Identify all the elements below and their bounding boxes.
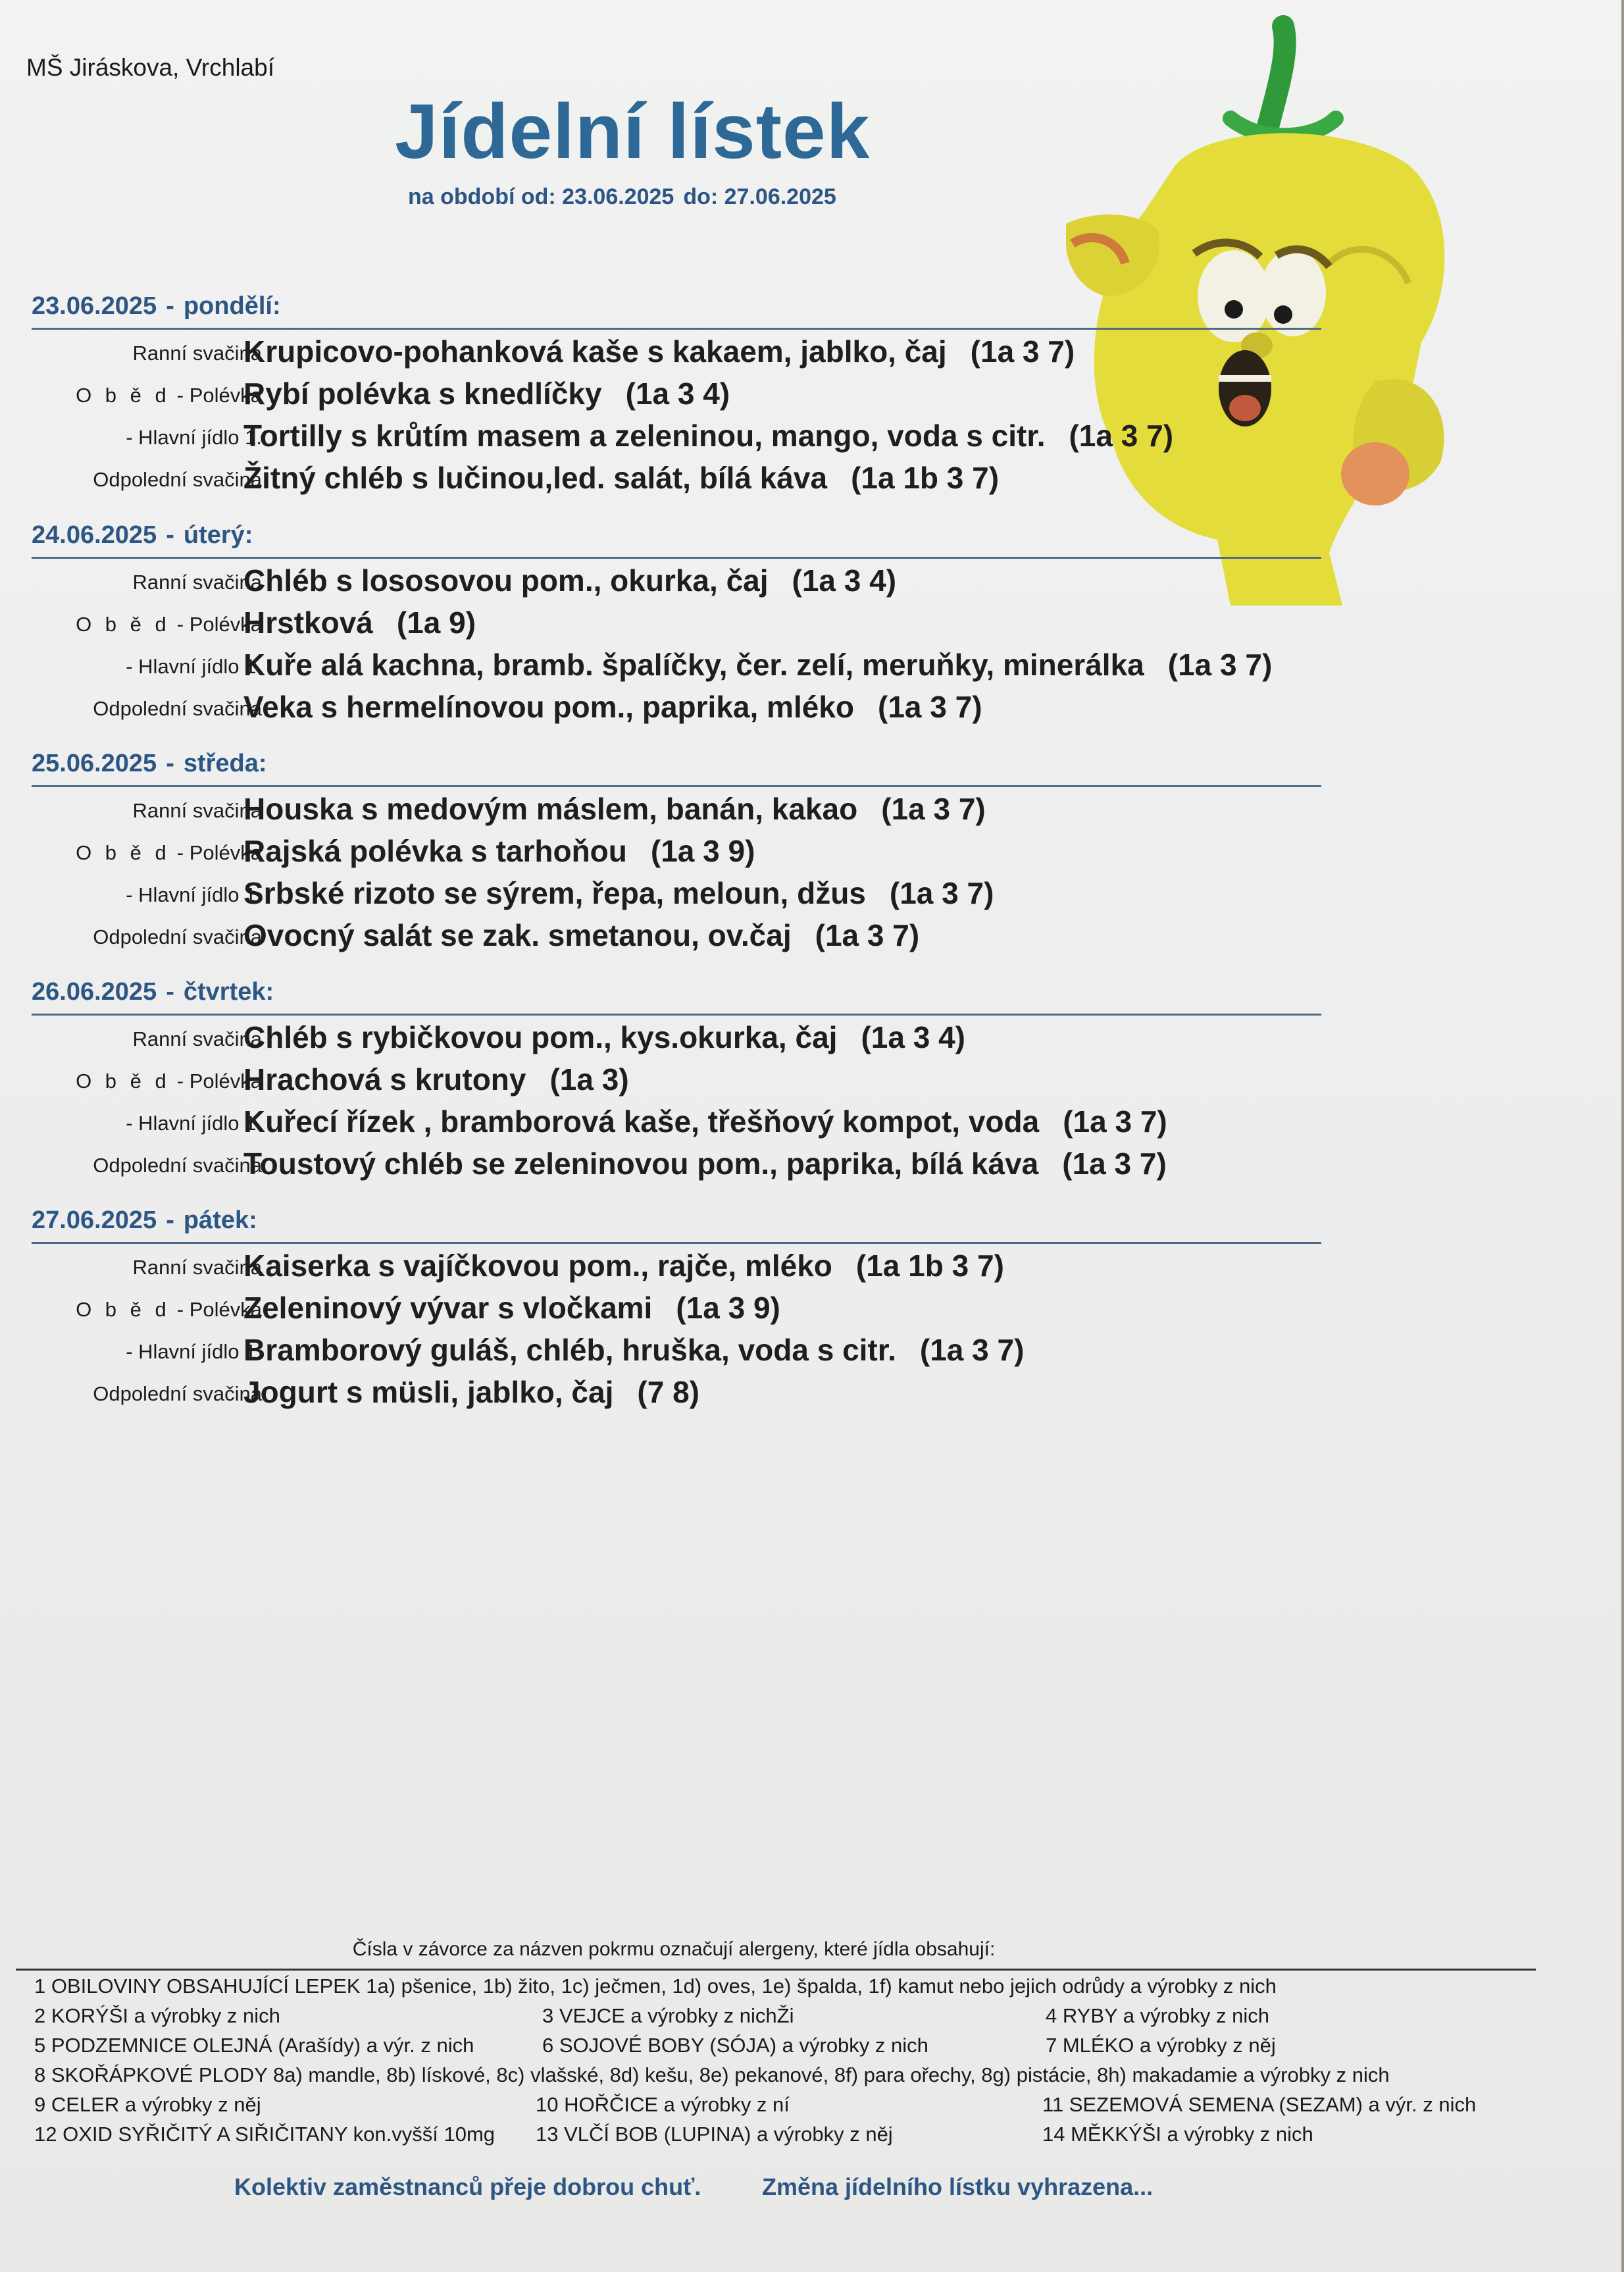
day-name: úterý: [183, 521, 253, 549]
meal-text [243, 563, 896, 598]
dish: Toustový chléb se zeleninovou pom., paprika, bílá káva [243, 1147, 1039, 1181]
dish: Žitný chléb s lučinou,led. salát, bílá káva [243, 461, 828, 495]
day-name: středa: [183, 750, 267, 777]
day-header [32, 975, 1321, 1016]
day-name: pondělí: [183, 292, 281, 320]
day-dash: - [166, 750, 174, 777]
allergen-item: 11 SEZEMOVÁ SEMENA (SEZAM) a výr. z nich [1042, 2093, 1477, 2116]
meal-label: Ranní svačina [132, 1256, 262, 1279]
meal-label: Ranní svačina [132, 571, 262, 594]
allergen-codes: (1a 3 9) [650, 834, 755, 868]
meal-text [243, 1104, 1167, 1139]
allergen-codes: (1a 3 4) [861, 1020, 965, 1054]
dish: Kaiserka s vajíčkovou pom., rajče, mléko [243, 1249, 832, 1283]
meal-row-morning-snack [32, 787, 1321, 829]
menu-period [408, 184, 846, 210]
meal-row-afternoon-snack [32, 1142, 1321, 1184]
allergen-item: 14 MĚKKÝŠI a výrobky z nich [1042, 2123, 1313, 2146]
day-date: 24.06.2025 [32, 521, 157, 549]
dish: Rybí polévka s knedlíčky [243, 376, 602, 411]
meal-label [76, 613, 262, 636]
day-date: 25.06.2025 [32, 750, 157, 777]
meal-label: Ranní svačina [132, 342, 262, 365]
meal-label: Odpolední svačina [93, 1154, 262, 1177]
meal-text [243, 1062, 629, 1097]
meal-text [243, 917, 919, 953]
meal-text [243, 334, 1075, 369]
dish: Chléb s rybičkovou pom., kys.okurka, čaj [243, 1020, 838, 1054]
footer-note: Změna jídelního lístku vyhrazena... [762, 2173, 1154, 2200]
lunch-label: O b ě d [76, 1298, 170, 1321]
allergen-intro: Čísla v závorce za názven pokrmu označují alergeny, které jídla obsahují: [352, 1938, 996, 1960]
meal-row-soup [32, 601, 1321, 643]
dish: Zeleninový vývar s vločkami [243, 1291, 653, 1325]
meal-row-main [32, 643, 1321, 685]
day-wednesday [32, 747, 1321, 956]
lunch-label: O b ě d [76, 1070, 170, 1093]
allergen-codes: (1a 1b 3 7) [851, 461, 1000, 495]
meal-row-morning-snack [32, 1244, 1321, 1286]
allergen-codes: (1a 3 7) [815, 918, 920, 952]
meal-text [243, 1290, 780, 1326]
allergen-codes: (1a 3 7) [1062, 1147, 1167, 1181]
meal-row-main [32, 871, 1321, 914]
allergen-codes: (1a 3 7) [1167, 648, 1273, 682]
allergen-codes: (1a 3 7) [919, 1333, 1025, 1367]
meal-label: - Hlavní jídlo 1. [126, 426, 262, 449]
dish: Ovocný salát se zak. smetanou, ov.čaj [243, 918, 792, 952]
dish: Chléb s lososovou pom., okurka, čaj [243, 563, 769, 598]
meal-row-afternoon-snack [32, 914, 1321, 956]
allergen-codes: (1a 3 7) [889, 876, 994, 910]
lunch-label: O b ě d [76, 384, 170, 407]
meal-text [243, 1332, 1024, 1368]
soup-label: - Polévka [176, 1298, 262, 1321]
meal-text [243, 1248, 1004, 1283]
allergen-legend [16, 1938, 1536, 2148]
meal-row-main [32, 1328, 1321, 1370]
meal-label: Odpolední svačina [93, 697, 262, 720]
allergen-item: 7 MLÉKO a výrobky z něj [1046, 2034, 1276, 2057]
meal-label: Odpolední svačina [93, 925, 262, 948]
allergen-item: 9 CELER a výrobky z něj [34, 2093, 261, 2116]
dish: Tortilly s krůtím masem a zeleninou, mango, voda s citr. [243, 419, 1046, 453]
meal-text [243, 689, 982, 725]
soup-label: - Polévka [176, 384, 262, 407]
meal-row-main [32, 1100, 1321, 1142]
page-title: Jídelní lístek [395, 88, 871, 175]
soup-label: - Polévka [176, 841, 262, 864]
dish: Hrachová s krutony [243, 1062, 526, 1097]
meal-text [243, 418, 1173, 453]
meal-text [243, 376, 730, 411]
meal-row-soup [32, 1286, 1321, 1328]
dish: Bramborový guláš, chléb, hruška, voda s citr. [243, 1333, 896, 1367]
dish: Rajská polévka s tarhoňou [243, 834, 627, 868]
allergen-codes: (1a 3) [549, 1062, 629, 1097]
day-dash: - [166, 978, 174, 1006]
school-name: MŠ Jiráskova, Vrchlabí [26, 54, 274, 81]
meal-label: Ranní svačina [132, 799, 262, 822]
meal-label: Odpolední svačina [93, 1382, 262, 1405]
allergen-row [16, 2089, 1536, 2119]
meal-label: Ranní svačina [132, 1027, 262, 1050]
day-header [32, 1204, 1321, 1244]
day-dash: - [166, 292, 174, 320]
dish: Krupicovo-pohanková kaše s kakaem, jablko, čaj [243, 334, 947, 369]
meal-text [243, 1020, 965, 1055]
allergen-item: 2 KORÝŠI a výrobky z nich [34, 2004, 280, 2027]
allergen-codes: (1a 1b 3 7) [855, 1249, 1004, 1283]
allergen-item: 5 PODZEMNICE OLEJNÁ (Arašídy) a výr. z nich [34, 2034, 474, 2057]
period-from: na období od: 23.06.2025 [408, 184, 674, 209]
allergen-codes: (1a 3 7) [1069, 419, 1174, 453]
meal-label [76, 1298, 262, 1322]
day-friday [32, 1204, 1321, 1412]
lunch-label: O b ě d [76, 841, 170, 864]
soup-label: - Polévka [176, 613, 262, 636]
meal-text [243, 1374, 699, 1410]
meal-text [243, 1146, 1167, 1181]
allergen-item: 4 RYBY a výrobky z nich [1046, 2004, 1270, 2027]
day-dash: - [166, 521, 174, 549]
meal-row-soup [32, 372, 1321, 414]
day-header [32, 519, 1321, 559]
allergen-codes: (1a 3 4) [792, 563, 897, 598]
meal-row-afternoon-snack [32, 685, 1321, 727]
allergen-row [16, 1971, 1536, 2000]
footer-wish: Kolektiv zaměstnanců přeje dobrou chuť. [234, 2173, 701, 2200]
allergen-item: 10 HOŘČICE a výrobky z ní [536, 2093, 790, 2116]
dish: Kuře alá kachna, bramb. špalíčky, čer. zelí, meruňky, minerálka [243, 648, 1144, 682]
meal-label [76, 1070, 262, 1093]
day-monday [32, 290, 1321, 498]
day-name: čtvrtek: [183, 978, 274, 1006]
allergen-codes: (1a 3 7) [1063, 1104, 1167, 1139]
meal-row-soup [32, 1058, 1321, 1100]
dish: Srbské rizoto se sýrem, řepa, meloun, džus [243, 876, 866, 910]
meal-row-soup [32, 829, 1321, 871]
allergen-codes: (7 8) [637, 1375, 699, 1409]
meal-text [243, 647, 1272, 683]
meal-label: - Hlavní jídlo 1. [126, 1340, 262, 1363]
paper-edge [1621, 0, 1624, 2272]
day-header [32, 747, 1321, 787]
allergen-row [16, 2000, 1536, 2030]
day-date: 27.06.2025 [32, 1206, 157, 1234]
dish: Hrstková [243, 606, 373, 640]
day-name: pátek: [183, 1206, 257, 1234]
day-date: 26.06.2025 [32, 978, 157, 1006]
meal-text [243, 460, 999, 496]
allergen-codes: (1a 3 7) [970, 334, 1075, 369]
dish: Jogurt s müsli, jablko, čaj [243, 1375, 614, 1409]
allergen-row [16, 2059, 1536, 2089]
meal-text [243, 605, 476, 640]
soup-label: - Polévka [176, 1070, 262, 1093]
allergen-row [16, 2119, 1536, 2148]
day-tuesday [32, 519, 1321, 727]
allergen-item: 13 VLČÍ BOB (LUPINA) a výrobky z něj [536, 2123, 893, 2146]
allergen-codes: (1a 3 7) [878, 690, 982, 724]
meal-text [243, 875, 994, 911]
meal-text [243, 791, 986, 827]
meal-row-morning-snack [32, 559, 1321, 601]
dish: Veka s hermelínovou pom., paprika, mléko [243, 690, 854, 724]
meal-label: - Hlavní jídlo 1. [126, 655, 262, 678]
day-header [32, 290, 1321, 330]
meal-label [76, 841, 262, 865]
meal-label: - Hlavní jídlo 1. [126, 1112, 262, 1135]
dish: Houska s medovým máslem, banán, kakao [243, 792, 858, 826]
meal-row-morning-snack [32, 1016, 1321, 1058]
allergen-codes: (1a 3 7) [881, 792, 986, 826]
meal-row-morning-snack [32, 330, 1321, 372]
meal-row-afternoon-snack [32, 1370, 1321, 1412]
meal-label: Odpolední svačina [93, 468, 262, 491]
allergen-row [16, 2030, 1536, 2059]
day-dash: - [166, 1206, 174, 1234]
allergen-item: 6 SOJOVÉ BOBY (SÓJA) a výrobky z nich [542, 2034, 928, 2057]
lunch-label: O b ě d [76, 613, 170, 636]
allergen-item: 12 OXID SYŘIČITÝ A SIŘIČITANY kon.vyšší 10mg [34, 2123, 495, 2146]
day-date: 23.06.2025 [32, 292, 157, 320]
allergen-item: 8 SKOŘÁPKOVÉ PLODY 8a) mandle, 8b) lískové, 8c) vlašské, 8d) kešu, 8e) pekanové, 8f) para ořechy, 8g) pistácie, 8h) makadamie a výrobky z nich [34, 2063, 1390, 2086]
dish: Kuřecí řízek , bramborová kaše, třešňový kompot, voda [243, 1104, 1040, 1139]
allergen-codes: (1a 3 4) [625, 376, 730, 411]
meal-row-main [32, 414, 1321, 456]
meal-row-afternoon-snack [32, 456, 1321, 498]
allergen-codes: (1a 9) [396, 606, 476, 640]
allergen-item: 3 VEJCE a výrobky z nichŽi [542, 2004, 794, 2027]
period-to: do: 27.06.2025 [683, 184, 836, 209]
allergen-item: 1 OBILOVINY OBSAHUJÍCÍ LEPEK 1a) pšenice, 1b) žito, 1c) ječmen, 1d) oves, 1e) špalda, 1f) kamut nebo jejich odrůdy a výrobky z nich [34, 1975, 1277, 1998]
meal-label [76, 384, 262, 407]
meal-label: - Hlavní jídlo 1. [126, 883, 262, 906]
allergen-codes: (1a 3 9) [676, 1291, 780, 1325]
meal-text [243, 833, 755, 869]
day-thursday [32, 975, 1321, 1184]
